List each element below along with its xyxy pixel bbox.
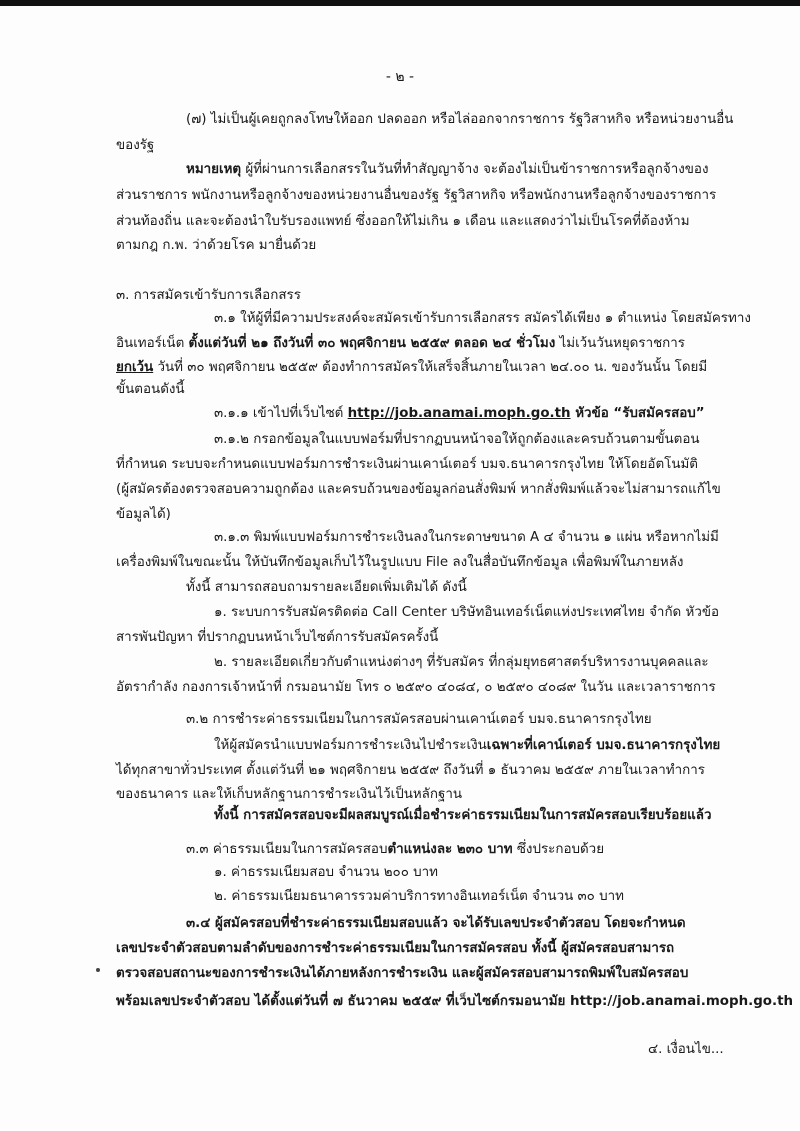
step-312-line2: ที่กำหนด ระบบจะกำหนดแบบฟอร์มการชำระเงินผ่านเคาน์เตอร์ บมจ.ธนาคารกรุงไทย ให้โดยอัตโนมัติ [116,457,699,472]
step-313-line1: ๓.๑.๓ พิมพ์แบบฟอร์มการชำระเงินลงในกระดาษขนาด A ๔ จำนวน ๑ แผ่น หรือหากไม่มี [214,530,719,545]
s34-line3: ตรวจสอบสถานะของการชำระเงินได้ภายหลังการชำระเงิน และผู้สมัครสอบสามารถพิมพ์ใบสมัครสอบ [116,966,689,981]
s34-line1: ๓.๔ ผู้สมัครสอบที่ชำระค่าธรรมเนียมสอบแล้ว จะได้รับเลขประจำตัวสอบ โดยจะกำหนด [186,916,686,931]
s32-line2: ได้ทุกสาขาทั่วประเทศ ตั้งแต่วันที่ ๒๑ พฤศจิกายน ๒๕๕๙ ถึงวันที่ ๑ ธันวาคม ๒๕๕๙ ภายในเวลาทำการ [116,763,705,778]
s31-line3: ยกเว้น วันที่ ๓๐ พฤศจิกายน ๒๕๕๙ ต้องทำการสมัครให้เสร็จสิ้นภายในเวลา ๒๔.๐๐ น. ของวันนั้น โดยมี [116,360,708,375]
s32-heading: ๓.๒ การชำระค่าธรรมเนียมในการสมัครสอบผ่านเคาน์เตอร์ บมจ.ธนาคารกรุงไทย [186,712,652,727]
s34-line2: เลขประจำตัวสอบตามลำดับของการชำระค่าธรรมเนียมในการสมัครสอบ ทั้งนี้ ผู้สมัครสอบสามารถ [116,941,675,956]
note-label: หมายเหตุ [186,162,242,177]
contact2-line2: อัตรากำลัง กองการเจ้าหน้าที่ กรมอนามัย โทร ๐ ๒๕๙๐ ๔๐๘๔, ๐ ๒๕๙๐ ๔๐๘๙ ในวัน และเวลาราชการ [116,680,716,695]
fee-item-exam: ๑. ค่าธรรมเนียมสอบ จำนวน ๒๐๐ บาท [214,865,438,880]
fee-item-bank: ๒. ค่าธรรมเนียมธนาคารรวมค่าบริการทางอินเทอร์เน็ต จำนวน ๓๐ บาท [214,889,624,904]
s33-line1: ๓.๓ ค่าธรรมเนียมในการสมัครสอบตำแหน่งละ ๒๓๐ บาท ซึ่งประกอบด้วย [186,842,605,857]
continuation-note: ๔. เงื่อนไข... [648,1042,724,1057]
s31-line2: อินเทอร์เน็ต ตั้งแต่วันที่ ๒๑ ถึงวันที่ ๓๐ พฤศจิกายน ๒๕๕๙ ตลอด ๒๔ ชั่วโมง ไม่เว้นวันหยุดราชการ [116,336,685,351]
step-311: ๓.๑.๑ เข้าไปที่เว็บไซต์ http://job.anamai.moph.go.th หัวข้อ “รับสมัครสอบ” [214,406,705,421]
step-312-line4: ข้อมูลได้) [116,507,171,522]
step-312-line3: (ผู้สมัครต้องตรวจสอบความถูกต้อง และครบถ้วนของข้อมูลก่อนสั่งพิมพ์ หากสั่งพิมพ์แล้วจะไม่สามารถแก้ไข [116,482,721,497]
scan-speck [96,968,100,972]
page-number: - ๒ - [385,69,415,85]
s31-line1: ๓.๑ ให้ผู้ที่มีความประสงค์จะสมัครเข้ารับการเลือกสรร สมัครได้เพียง ๑ ตำแหน่ง โดยสมัครทาง [214,311,751,326]
s34-line4: พร้อมเลขประจำตัวสอบ ได้ตั้งแต่วันที่ ๗ ธันวาคม ๒๕๕๙ ที่เว็บไซต์กรมอนามัย http://job.anamai.moph.go.th [116,994,793,1009]
job-website-link[interactable]: http://job.anamai.moph.go.th [347,406,571,421]
note-line4: ตามกฎ ก.พ. ว่าด้วยโรค มายื่นด้วย [116,238,317,253]
note-line3: ส่วนท้องถิ่น และจะต้องนำใบรับรองแพทย์ ซึ่งออกให้ไม่เกิน ๑ เดือน และแสดงว่าไม่เป็นโรคที่ต้องห้าม [116,214,690,229]
contact1-line2: สารพันปัญหา ที่ปรากฏบนหน้าเว็บไซต์การรับสมัครครั้งนี้ [116,630,439,645]
s31-line4: ขั้นตอนดังนี้ [116,382,185,397]
contact1-line1: ๑. ระบบการรับสมัครติดต่อ Call Center บริษัทอินเทอร์เน็ตแห่งประเทศไทย จำกัด หัวข้อ [214,605,720,620]
except-label: ยกเว้น [116,360,154,375]
note-line1: หมายเหตุ ผู้ที่ผ่านการเลือกสรรในวันที่ทำสัญญาจ้าง จะต้องไม่เป็นข้าราชการหรือลูกจ้างของ [186,162,709,177]
step-312-line1: ๓.๑.๒ กรอกข้อมูลในแบบฟอร์มที่ปรากฏบนหน้าจอให้ถูกต้องและครบถ้วนตามขั้นตอน [214,432,700,447]
s32-line1: ให้ผู้สมัครนำแบบฟอร์มการชำระเงินไปชำระเงินเฉพาะที่เคาน์เตอร์ บมจ.ธนาคารกรุงไทย [214,738,721,753]
section3-heading: ๓. การสมัครเข้ารับการเลือกสรร [116,288,301,303]
s32-line3: ของธนาคาร และให้เก็บหลักฐานการชำระเงินไว้เป็นหลักฐาน [116,787,463,802]
more-info-intro: ทั้งนี้ สามารถสอบถามรายละเอียดเพิ่มเติมได้ ดังนี้ [186,580,467,595]
note-line2: ส่วนราชการ พนักงานหรือลูกจ้างของหน่วยงานอื่นของรัฐ รัฐวิสาหกิจ หรือพนักงานหรือลูกจ้างของราชการ [116,188,717,203]
step-313-line2: เครื่องพิมพ์ในขณะนั้น ให้บันทึกข้อมูลเก็บไว้ในรูปแบบ File ลงในสื่อบันทึกข้อมูล เพื่อพิมพ์ในภายหลัง [116,555,684,570]
top-edge-bar [0,0,800,6]
item7-line1: (๗) ไม่เป็นผู้เคยถูกลงโทษให้ออก ปลดออก หรือไล่ออกจากราชการ รัฐวิสาหกิจ หรือหน่วยงานอื่น [186,112,734,127]
item7-line2: ของรัฐ [116,138,155,153]
contact2-line1: ๒. รายละเอียดเกี่ยวกับตำแหน่งต่างๆ ที่รับสมัคร ที่กลุ่มยุทธศาสตร์บริหารงานบุคคลและ [214,655,709,670]
s32-line4: ทั้งนี้ การสมัครสอบจะมีผลสมบูรณ์เมื่อชำระค่าธรรมเนียมในการสมัครสอบเรียบร้อยแล้ว [214,808,712,823]
